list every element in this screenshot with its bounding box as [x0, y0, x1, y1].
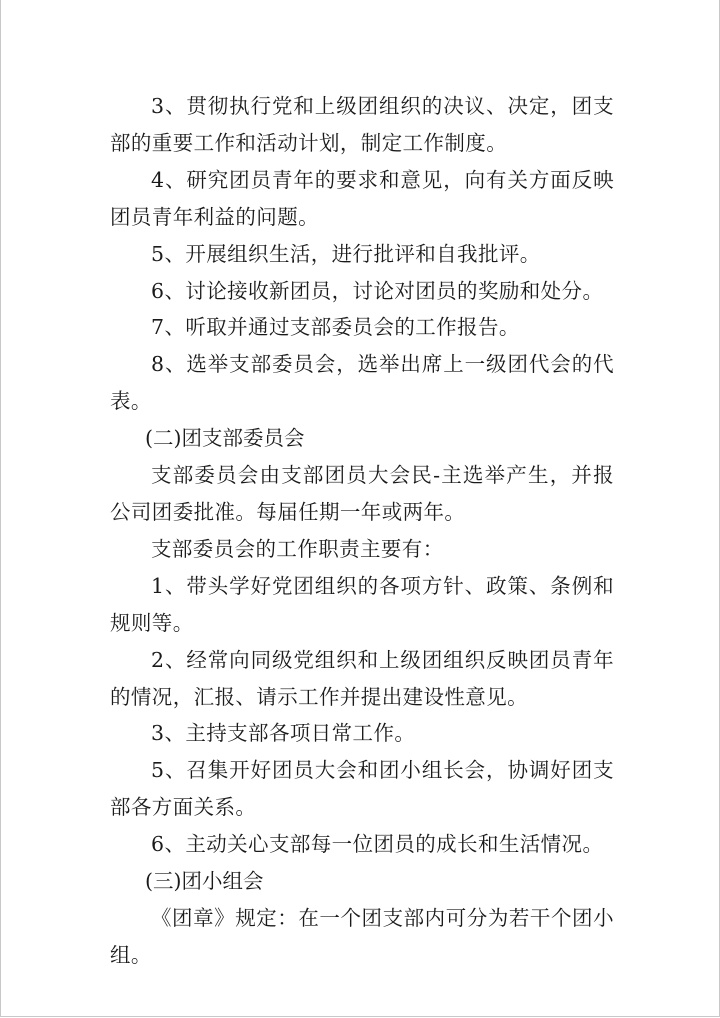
paragraph-duty-6: 6、主动关心支部每一位团员的成长和生活情况。: [151, 832, 604, 857]
paragraph-duty-3: 3、主持支部各项日常工作。: [151, 721, 416, 746]
paragraph-committee-election: 支部委员会由支部团员大会民-主选举产生，并报公司团委批准。每届任期一年或两年。: [110, 463, 614, 524]
paragraph-duty-2: 2、经常向同级党组织和上级团组织反映团员青年的情况，汇报、请示工作并提出建设性意见。: [110, 647, 614, 709]
paragraph-item-5: 5、开展组织生活，进行批评和自我批评。: [151, 241, 541, 266]
paragraph-item-4: 4、研究团员青年的要求和意见，向有关方面反映团员青年利益的问题。: [110, 167, 614, 229]
paragraph-item-7: 7、听取并通过支部委员会的工作报告。: [151, 315, 520, 340]
document-body: [110, 88, 614, 974]
section-heading-group-meeting: (三)团小组会: [145, 869, 264, 894]
paragraph-charter-rule: 《团章》规定：在一个团支部内可分为若干个团小组。: [110, 905, 614, 967]
paragraph-item-6: 6、讨论接收新团员，讨论对团员的奖励和处分。: [151, 278, 604, 303]
paragraph-duty-5: 5、召集开好团员大会和团小组长会，协调好团支部各方面关系。: [110, 758, 614, 820]
paragraph-duty-1: 1、带头学好党团组织的各项方针、政策、条例和规则等。: [110, 573, 614, 635]
paragraph-item-8: 8、选举支部委员会，选举出席上一级团代会的代表。: [110, 352, 614, 414]
paragraph-item-3: 3、贯彻执行党和上级团组织的决议、决定，团支部的重要工作和活动计划，制定工作制度。: [110, 94, 614, 155]
section-heading-committee: (二)团支部委员会: [145, 426, 305, 451]
paragraph-committee-duties-intro: 支部委员会的工作职责主要有：: [151, 536, 444, 561]
